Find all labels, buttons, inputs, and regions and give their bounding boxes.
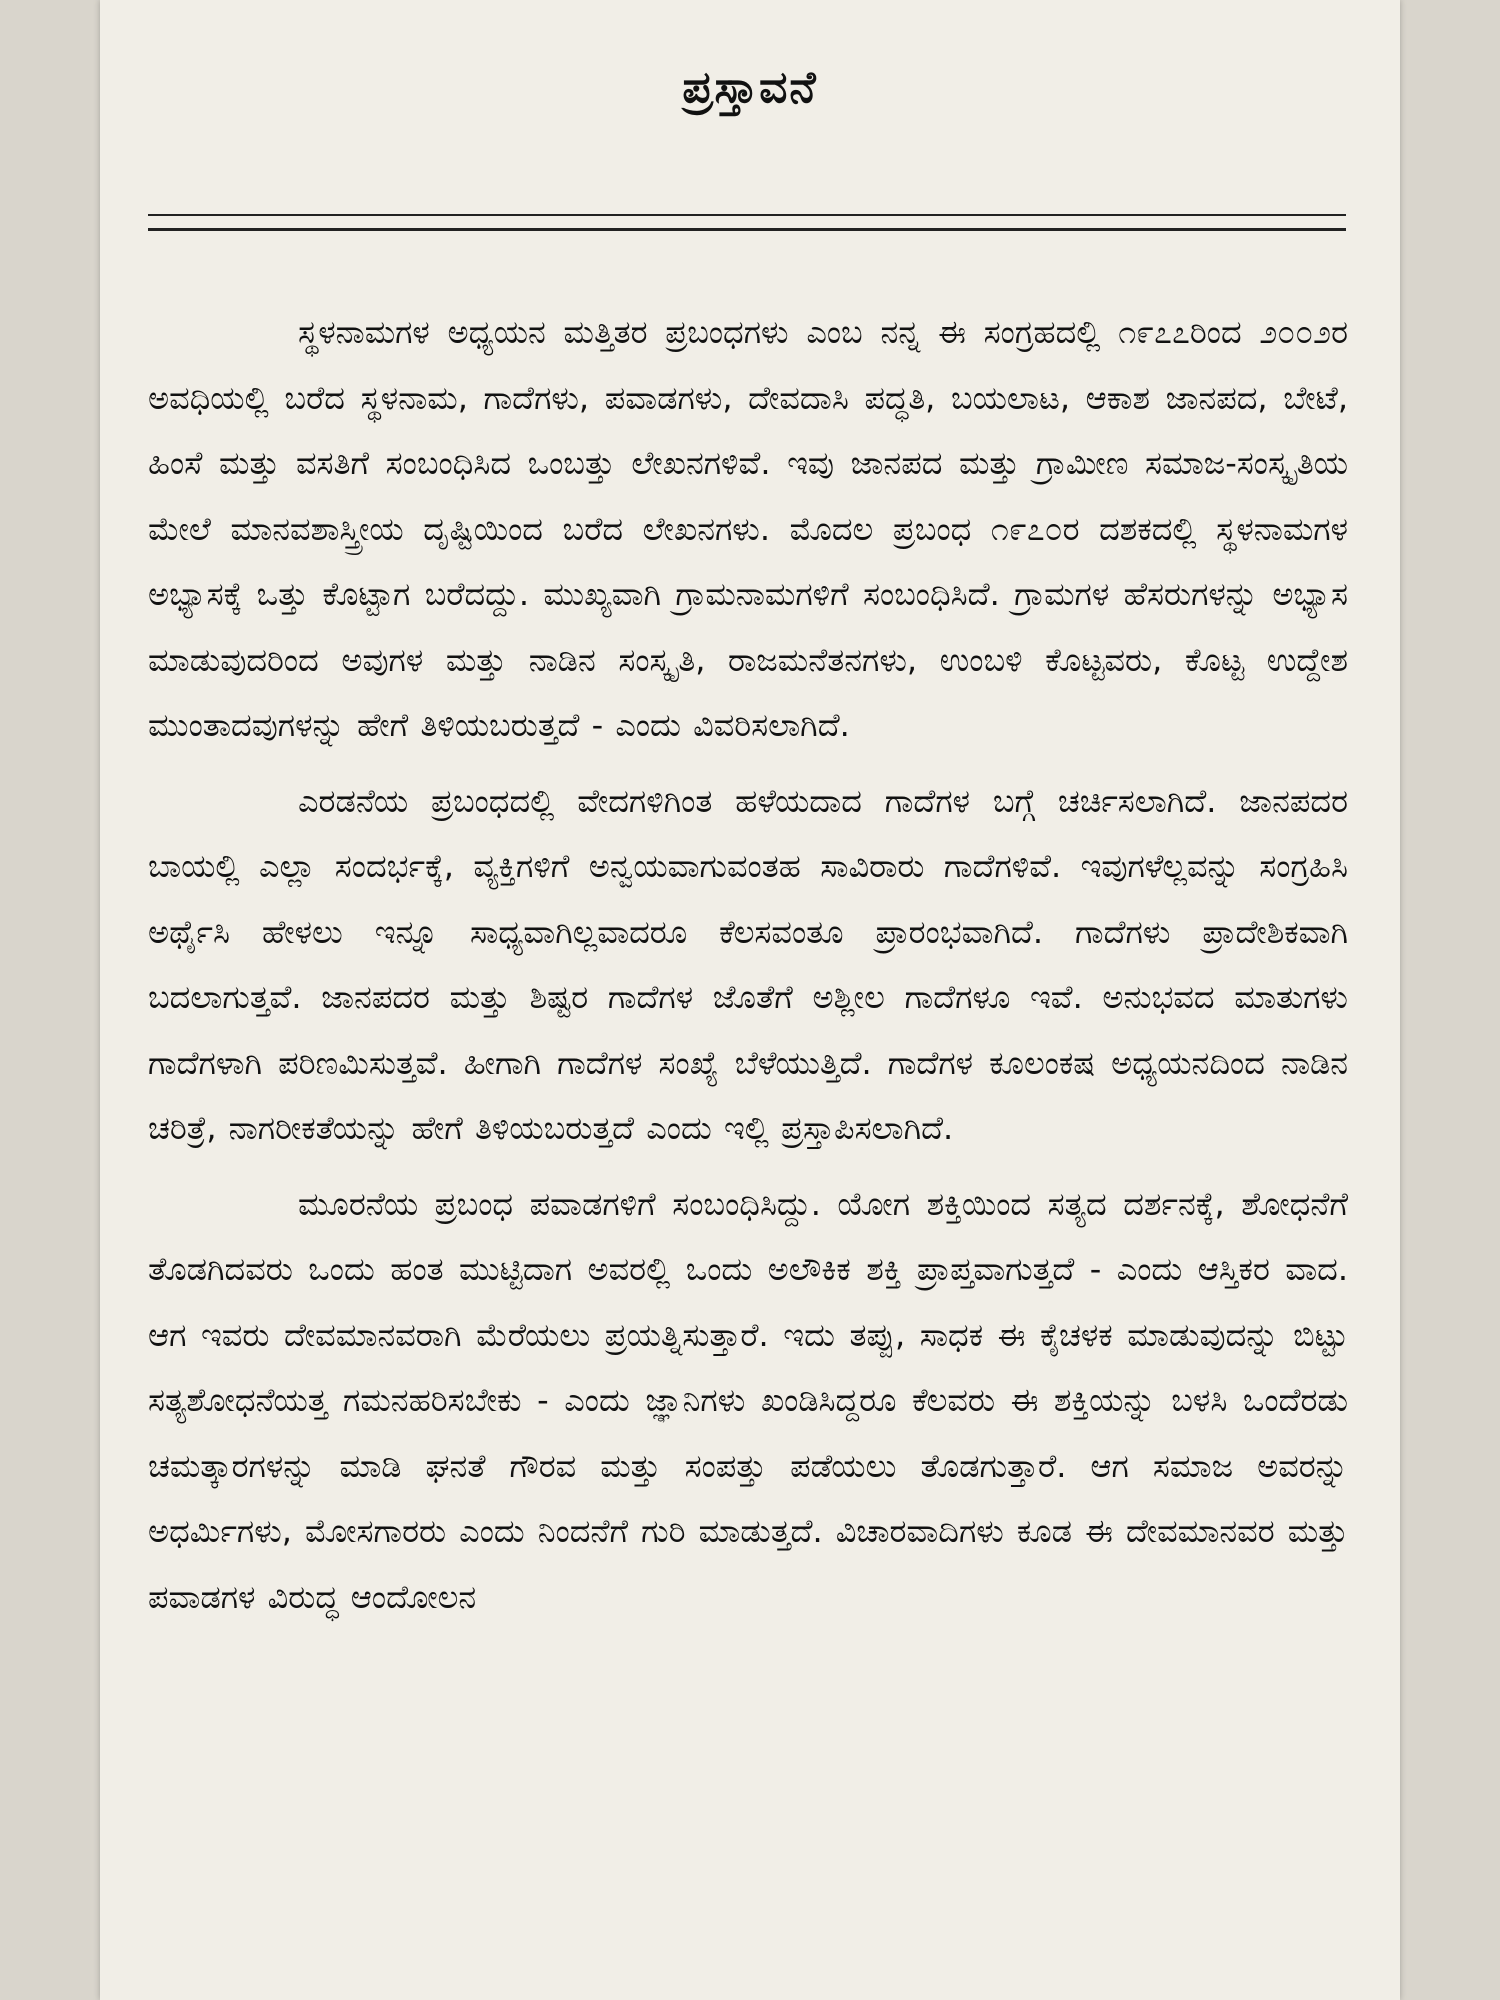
- page-title: ಪ್ರಸ್ತಾವನೆ: [682, 62, 818, 113]
- paragraph-2: ಎರಡನೆಯ ಪ್ರಬಂಧದಲ್ಲಿ ವೇದಗಳಿಗಿಂತ ಹಳೆಯದಾದ ಗಾದೆಗಳ ಬಗ್ಗೆ ಚರ್ಚಿಸಲಾಗಿದೆ. ಜಾನಪದರ ಬಾಯಲ್ಲಿ ಎಲ್ಲಾ ಸಂದರ್ಭಕ್ಕೆ, ವ್ಯಕ್ತಿಗಳಿಗೆ ಅನ್ವಯವಾಗುವಂತಹ ಸಾವಿರಾರು ಗಾದೆಗಳಿವೆ. ಇವುಗಳೆಲ್ಲವನ್ನು ಸಂಗ್ರಹಿಸಿ ಅರ್ಥೈಸಿ ಹೇಳಲು ಇನ್ನೂ ಸಾಧ್ಯವಾಗಿಲ್ಲವಾದರೂ ಕೆಲಸವಂತೂ ಪ್ರಾರಂಭವಾಗಿದೆ. ಗಾದೆಗಳು ಪ್ರಾದೇಶಿಕವಾಗಿ ಬದಲಾಗುತ್ತವೆ. ಜಾನಪದರ ಮತ್ತು ಶಿಷ್ಟರ ಗಾದೆಗಳ ಜೊತೆಗೆ ಅಶ್ಲೀಲ ಗಾದೆಗಳೂ ಇವೆ. ಅನುಭವದ ಮಾತುಗಳು ಗಾದೆಗಳಾಗಿ ಪರಿಣಮಿಸುತ್ತವೆ. ಹೀಗಾಗಿ ಗಾದೆಗಳ ಸಂಖ್ಯೆ ಬೆಳೆಯುತ್ತಿದೆ. ಗಾದೆಗಳ ಕೂಲಂಕಷ ಅಧ್ಯಯನದಿಂದ ನಾಡಿನ ಚರಿತ್ರೆ, ನಾಗರೀಕತೆಯನ್ನು ಹೇಗೆ ತಿಳಿಯಬರುತ್ತದೆ ಎಂದು ಇಲ್ಲಿ ಪ್ರಸ್ತಾಪಿಸಲಾಗಿದೆ.: [148, 781, 1348, 1147]
- body-text: [148, 300, 1348, 1630]
- paragraph-1: ಸ್ಥಳನಾಮಗಳ ಅಧ್ಯಯನ ಮತ್ತಿತರ ಪ್ರಬಂಧಗಳು ಎಂಬ ನನ್ನ ಈ ಸಂಗ್ರಹದಲ್ಲಿ ೧೯೭೭ರಿಂದ ೨೦೦೨ರ ಅವಧಿಯಲ್ಲಿ ಬರೆದ ಸ್ಥಳನಾಮ, ಗಾದೆಗಳು, ಪವಾಡಗಳು, ದೇವದಾಸಿ ಪದ್ಧತಿ, ಬಯಲಾಟ, ಆಕಾಶ ಜಾನಪದ, ಬೇಟೆ, ಹಿಂಸೆ ಮತ್ತು ವಸತಿಗೆ ಸಂಬಂಧಿಸಿದ ಒಂಬತ್ತು ಲೇಖನಗಳಿವೆ. ಇವು ಜಾನಪದ ಮತ್ತು ಗ್ರಾಮೀಣ ಸಮಾಜ-ಸಂಸ್ಕೃತಿಯ ಮೇಲೆ ಮಾನವಶಾಸ್ತ್ರೀಯ ದೃಷ್ಟಿಯಿಂದ ಬರೆದ ಲೇಖನಗಳು. ಮೊದಲ ಪ್ರಬಂಧ ೧೯೭೦ರ ದಶಕದಲ್ಲಿ ಸ್ಥಳನಾಮಗಳ ಅಭ್ಯಾಸಕ್ಕೆ ಒತ್ತು ಕೊಟ್ಟಾಗ ಬರೆದದ್ದು. ಮುಖ್ಯವಾಗಿ ಗ್ರಾಮನಾಮಗಳಿಗೆ ಸಂಬಂಧಿಸಿದೆ. ಗ್ರಾಮಗಳ ಹೆಸರುಗಳನ್ನು ಅಭ್ಯಾಸ ಮಾಡುವುದರಿಂದ ಅವುಗಳ ಮತ್ತು ನಾಡಿನ ಸಂಸ್ಕೃತಿ, ರಾಜಮನೆತನಗಳು, ಉಂಬಳಿ ಕೊಟ್ಟವರು, ಕೊಟ್ಟ ಉದ್ದೇಶ ಮುಂತಾದವುಗಳನ್ನು ಹೇಗೆ ತಿಳಿಯಬರುತ್ತದೆ - ಎಂದು ವಿವರಿಸಲಾಗಿದೆ.: [148, 313, 1348, 744]
- title-divider-thick: [148, 228, 1346, 231]
- title-divider-thin: [148, 214, 1346, 216]
- book-page: [100, 0, 1400, 2000]
- paragraph-3: ಮೂರನೆಯ ಪ್ರಬಂಧ ಪವಾಡಗಳಿಗೆ ಸಂಬಂಧಿಸಿದ್ದು. ಯೋಗ ಶಕ್ತಿಯಿಂದ ಸತ್ಯದ ದರ್ಶನಕ್ಕೆ, ಶೋಧನೆಗೆ ತೊಡಗಿದವರು ಒಂದು ಹಂತ ಮುಟ್ಟಿದಾಗ ಅವರಲ್ಲಿ ಒಂದು ಅಲೌಕಿಕ ಶಕ್ತಿ ಪ್ರಾಪ್ತವಾಗುತ್ತದೆ - ಎಂದು ಆಸ್ತಿಕರ ವಾದ. ಆಗ ಇವರು ದೇವಮಾನವರಾಗಿ ಮೆರೆಯಲು ಪ್ರಯತ್ನಿಸುತ್ತಾರೆ. ಇದು ತಪ್ಪು, ಸಾಧಕ ಈ ಕೈಚಳಕ ಮಾಡುವುದನ್ನು ಬಿಟ್ಟು ಸತ್ಯಶೋಧನೆಯತ್ತ ಗಮನಹರಿಸಬೇಕು - ಎಂದು ಜ್ಞಾನಿಗಳು ಖಂಡಿಸಿದ್ದರೂ ಕೆಲವರು ಈ ಶಕ್ತಿಯನ್ನು ಬಳಸಿ ಒಂದೆರಡು ಚಮತ್ಕಾರಗಳನ್ನು ಮಾಡಿ ಘನತೆ ಗೌರವ ಮತ್ತು ಸಂಪತ್ತು ಪಡೆಯಲು ತೊಡಗುತ್ತಾರೆ. ಆಗ ಸಮಾಜ ಅವರನ್ನು ಅಧರ್ಮಿಗಳು, ಮೋಸಗಾರರು ಎಂದು ನಿಂದನೆಗೆ ಗುರಿ ಮಾಡುತ್ತದೆ. ವಿಚಾರವಾದಿಗಳು ಕೂಡ ಈ ದೇವಮಾನವರ ಮತ್ತು ಪವಾಡಗಳ ವಿರುದ್ಧ ಆಂದೋಲನ: [148, 1184, 1348, 1616]
